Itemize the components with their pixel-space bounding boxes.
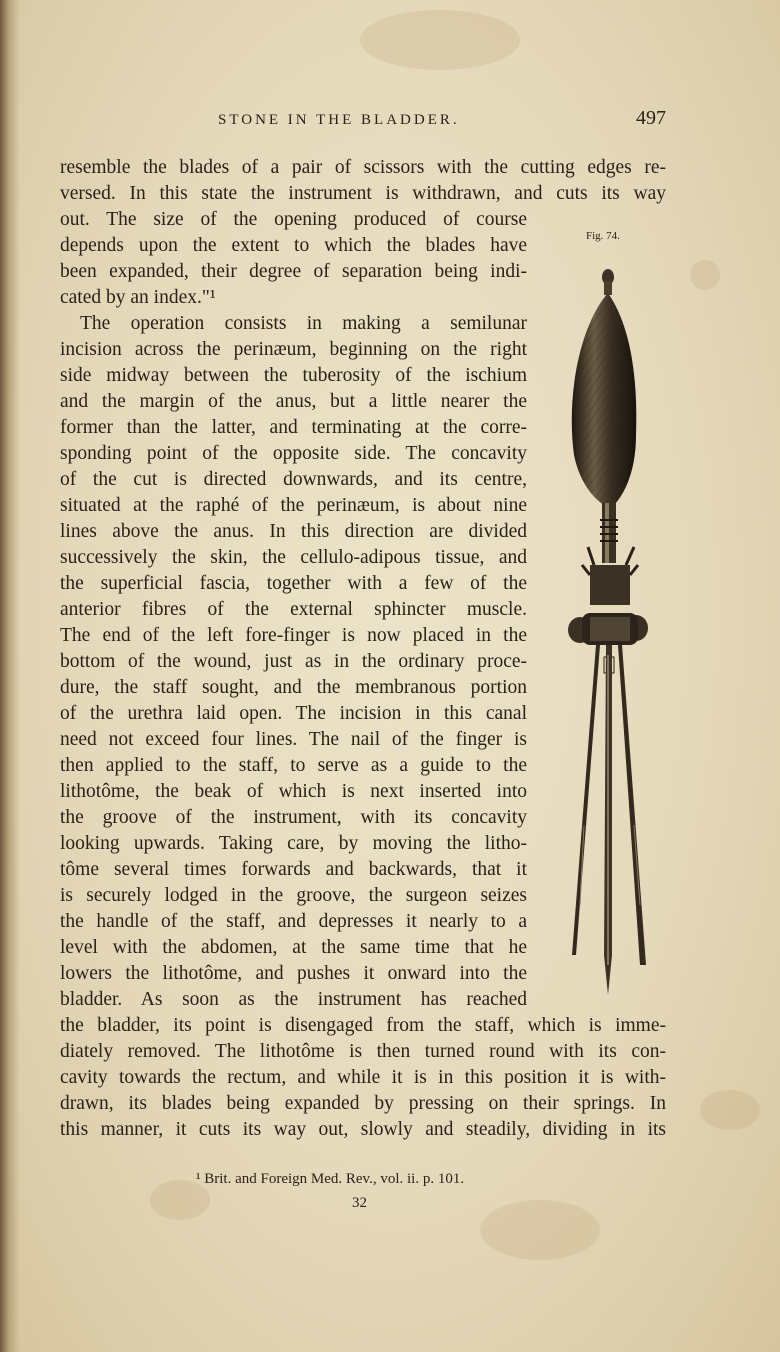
text-line: resemble the blades of a pair of scissors with the cutting edges re- <box>60 157 666 178</box>
running-title: STONE IN THE BLADDER. <box>218 112 460 128</box>
text-line: side midway between the tuberosity of the ischium <box>60 365 527 386</box>
text-line: bottom of the wound, just as in the ordinary proce- <box>60 651 527 672</box>
text-line: cavity towards the rectum, and while it is in this position it is with- <box>60 1067 666 1088</box>
text-line: incision across the perinæum, beginning on the right <box>60 339 527 360</box>
footnote: ¹ Brit. and Foreign Med. Rev., vol. ii. p. 101. <box>196 1171 465 1187</box>
foxing-stain <box>480 1200 600 1260</box>
text-line: and the margin of the anus, but a little nearer the <box>60 391 527 412</box>
running-head <box>60 107 666 134</box>
text-line: situated at the raphé of the perinæum, is about nine <box>60 495 527 516</box>
page-number: 497 <box>636 107 666 129</box>
figure-label: Fig. 74. <box>586 230 620 242</box>
text-line: depends upon the extent to which the blades have <box>60 235 527 256</box>
foxing-stain <box>690 260 720 290</box>
text-line: anterior fibres of the external sphincter muscle. <box>60 599 527 620</box>
text-line: out. The size of the opening produced of course <box>60 209 527 230</box>
text-line: The operation consists in making a semilunar <box>80 313 527 334</box>
text-line: sponding point of the opposite side. The concavity <box>60 443 527 464</box>
text-line: is securely lodged in the groove, the surgeon seizes <box>60 885 527 906</box>
text-line: lines above the anus. In this direction are divided <box>60 521 527 542</box>
text-line: cated by an index."¹ <box>60 287 216 308</box>
text-line: successively the skin, the cellulo-adipous tissue, and <box>60 547 527 568</box>
text-line: then applied to the staff, to serve as a guide to the <box>60 755 527 776</box>
text-line: this manner, it cuts its way out, slowly and steadily, dividing in its <box>60 1119 666 1140</box>
text-line: tôme several times forwards and backwards, that it <box>60 859 527 880</box>
text-line: the superficial fascia, together with a few of the <box>60 573 527 594</box>
text-line: the groove of the instrument, with its concavity <box>60 807 527 828</box>
text-line: drawn, its blades being expanded by pressing on their springs. In <box>60 1093 666 1114</box>
lithotome-illustration <box>560 265 660 1005</box>
text-line: of the cut is directed downwards, and its centre, <box>60 469 527 490</box>
text-line: need not exceed four lines. The nail of the finger is <box>60 729 527 750</box>
text-line: diately removed. The lithotôme is then turned round with its con- <box>60 1041 666 1062</box>
foxing-stain <box>360 10 520 70</box>
text-line: lithotôme, the beak of which is next inserted into <box>60 781 527 802</box>
text-line: been expanded, their degree of separation being indi- <box>60 261 527 282</box>
foxing-stain <box>700 1090 760 1130</box>
text-line: former than the latter, and terminating at the corre- <box>60 417 527 438</box>
text-line: versed. In this state the instrument is withdrawn, and cuts its way <box>60 183 666 204</box>
text-line: bladder. As soon as the instrument has reached <box>60 989 527 1010</box>
text-line: the handle of the staff, and depresses it nearly to a <box>60 911 527 932</box>
text-line: looking upwards. Taking care, by moving the litho- <box>60 833 527 854</box>
text-line: dure, the staff sought, and the membranous portion <box>60 677 527 698</box>
text-line: the bladder, its point is disengaged from the staff, which is imme- <box>60 1015 666 1036</box>
text-line: lowers the lithotôme, and pushes it onward into the <box>60 963 527 984</box>
text-line: of the urethra laid open. The incision in this canal <box>60 703 527 724</box>
binding-gutter <box>0 0 20 1352</box>
signature-mark: 32 <box>352 1195 367 1211</box>
text-line: level with the abdomen, at the same time that he <box>60 937 527 958</box>
lithotome-icon <box>560 265 660 1005</box>
text-line: The end of the left fore-finger is now placed in the <box>60 625 527 646</box>
